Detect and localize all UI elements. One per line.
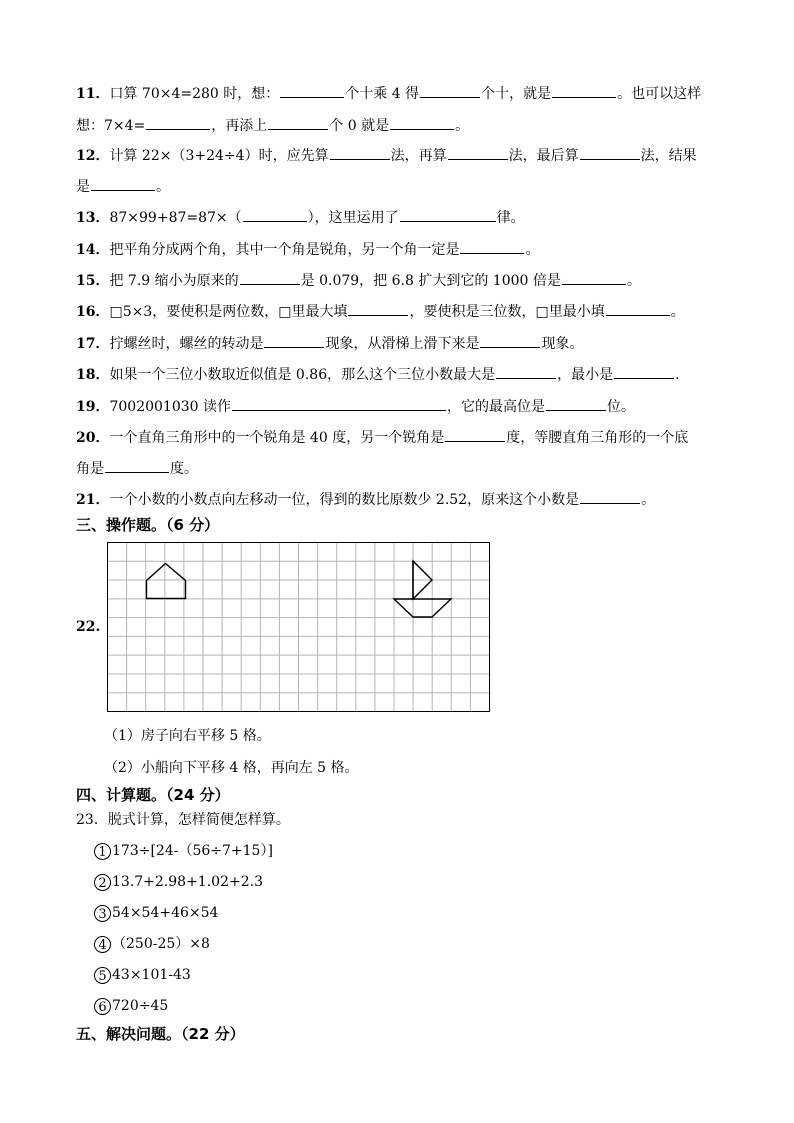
question-text: ，它的最高位是 <box>447 399 546 415</box>
question-text: 现象。 <box>541 336 584 352</box>
question-20 <box>76 427 688 448</box>
question-text: 角是 <box>76 461 104 477</box>
question-text: 法，再算 <box>390 148 447 164</box>
circled-number: 2 <box>94 874 111 891</box>
answer-blank[interactable] <box>496 364 556 379</box>
question-number: 19． <box>76 399 110 415</box>
calc-expression: 720÷45 <box>112 998 169 1014</box>
question-11 <box>76 83 701 104</box>
question-number: 12． <box>76 148 110 164</box>
question-text: 把 7.9 缩小为原来的 <box>109 273 239 289</box>
answer-blank[interactable] <box>448 145 508 160</box>
calc-item <box>94 934 210 954</box>
question-text: □5×3，要使积是两位数，□里最大填 <box>109 304 348 320</box>
question-text: 个十，就是 <box>481 86 552 102</box>
question-text: 口算 70×4=280 时，想： <box>109 86 280 102</box>
answer-blank[interactable] <box>606 301 670 316</box>
question-21 <box>76 489 655 510</box>
question-23-title <box>76 810 290 830</box>
grid-lines <box>108 543 490 712</box>
question-text: 把平角分成两个角，其中一个角是锐角，另一个角一定是 <box>109 242 460 258</box>
answer-blank[interactable] <box>562 270 626 285</box>
q22-instruction-1: （1）房子向右平移 5 格。 <box>104 728 271 744</box>
circled-number: 5 <box>94 967 111 984</box>
question-number: 14． <box>76 242 110 258</box>
question-text: 个十乘 4 得 <box>345 86 420 102</box>
question-text: ，最小是 <box>557 367 614 383</box>
question-22-number: 22. <box>76 619 101 635</box>
answer-blank[interactable] <box>546 396 606 411</box>
question-text: . <box>675 367 680 383</box>
question-19 <box>76 396 635 417</box>
question-number: 16． <box>76 304 110 320</box>
question-text: 拧螺丝时，螺丝的转动是 <box>109 336 264 352</box>
question-number: 13． <box>76 210 110 226</box>
answer-blank[interactable] <box>243 207 307 222</box>
boat-hull <box>394 599 451 617</box>
question-18 <box>76 364 680 385</box>
section-heading-4: 四、计算题。（24 分） <box>76 786 230 804</box>
answer-blank[interactable] <box>268 115 328 130</box>
question-text: ，再添上 <box>211 118 268 134</box>
circled-number: 4 <box>94 936 111 953</box>
question-text: 。 <box>670 304 685 320</box>
answer-blank[interactable] <box>400 207 496 222</box>
answer-blank[interactable] <box>264 333 324 348</box>
question-17 <box>76 333 583 354</box>
question-number: 11． <box>76 86 110 102</box>
answer-blank[interactable] <box>460 239 524 254</box>
question-text: 。也可以这样 <box>617 86 702 102</box>
question-text: 。 <box>156 179 170 195</box>
question-12-cont <box>76 176 170 197</box>
answer-blank[interactable] <box>390 115 454 130</box>
question-text: 是 0.079，把 6.8 扩大到它的 1000 倍是 <box>300 273 561 289</box>
boat-shape[interactable] <box>394 561 451 617</box>
question-text: 计算 22×（3+24÷4）时，应先算 <box>109 148 329 164</box>
question-text: 位。 <box>607 399 636 415</box>
question-text: 度，等腰直角三角形的一个底 <box>506 430 689 446</box>
calc-expression: 43×101-43 <box>112 967 191 983</box>
question-text: 。 <box>455 118 470 134</box>
question-text: 。 <box>525 242 540 258</box>
question-20-cont <box>76 458 198 479</box>
calc-expression: 54×54+46×54 <box>112 905 219 921</box>
answer-blank[interactable] <box>580 145 640 160</box>
answer-blank[interactable] <box>280 83 344 98</box>
question-text: 一个直角三角形中的一个锐角是 40 度，另一个锐角是 <box>109 430 445 446</box>
answer-blank[interactable] <box>330 145 390 160</box>
question-text: 7002001030 读作 <box>109 399 232 415</box>
question-11-cont <box>76 115 469 136</box>
question-text: 现象，从滑梯上滑下来是 <box>325 336 480 352</box>
question-text: 法，最后算 <box>508 148 579 164</box>
answer-blank[interactable] <box>232 396 446 411</box>
answer-blank[interactable] <box>240 270 300 285</box>
answer-blank[interactable] <box>91 176 155 191</box>
question-text: 87×99+87=87×（ <box>109 210 242 226</box>
question-text: 一个小数的小数点向左移动一位，得到的数比原数少 2.52，原来这个小数是 <box>109 492 580 508</box>
house-shape[interactable] <box>147 564 186 599</box>
question-text: 律。 <box>496 210 525 226</box>
question-text: 如果一个三位小数取近似值是 0.86，那么这个三位小数最大是 <box>109 367 496 383</box>
calc-expression: 173÷[24-（56÷7+15）] <box>112 843 273 859</box>
calc-expression: （250-25）×8 <box>112 936 210 952</box>
calc-item <box>94 903 218 923</box>
answer-blank[interactable] <box>146 115 210 130</box>
question-text: 法，结果 <box>640 148 697 164</box>
question-number: 18． <box>76 367 110 383</box>
question-text: 。 <box>641 492 656 508</box>
calc-item <box>94 965 191 985</box>
answer-blank[interactable] <box>105 458 169 473</box>
answer-blank[interactable] <box>348 301 408 316</box>
question-text: 。 <box>626 273 641 289</box>
translation-grid <box>107 542 491 718</box>
question-number: 17． <box>76 336 110 352</box>
question-text: 想：7×4= <box>76 118 146 134</box>
circled-number: 6 <box>94 998 111 1015</box>
circled-number: 1 <box>94 843 111 860</box>
question-text: 是 <box>76 179 90 195</box>
question-15 <box>76 270 641 291</box>
question-16 <box>76 301 685 322</box>
answer-blank[interactable] <box>580 489 640 504</box>
section-heading-5: 五、解决问题。（22 分） <box>76 1025 245 1043</box>
circled-number: 3 <box>94 905 111 922</box>
question-text: ，要使积是三位数，□里最小填 <box>409 304 605 320</box>
question-number: 15． <box>76 273 110 289</box>
question-text: 23．脱式计算，怎样简便怎样算。 <box>76 812 290 828</box>
grid-svg <box>107 542 491 714</box>
question-14 <box>76 239 539 260</box>
calc-item <box>94 841 273 861</box>
answer-blank[interactable] <box>552 83 616 98</box>
answer-blank[interactable] <box>420 83 480 98</box>
answer-blank[interactable] <box>480 333 540 348</box>
question-number: 21． <box>76 492 110 508</box>
section-heading-3: 三、操作题。（6 分） <box>76 516 220 534</box>
question-number: 20． <box>76 430 110 446</box>
question-text: 度。 <box>170 461 198 477</box>
calc-item <box>94 872 263 892</box>
question-text: 个 0 就是 <box>329 118 390 134</box>
answer-blank[interactable] <box>445 427 505 442</box>
question-12 <box>76 145 697 166</box>
calc-expression: 13.7+2.98+1.02+2.3 <box>112 874 263 890</box>
q22-instruction-2: （2）小船向下平移 4 格，再向左 5 格。 <box>104 760 359 776</box>
calc-item <box>94 996 168 1016</box>
answer-blank[interactable] <box>614 364 674 379</box>
question-text: ），这里运用了 <box>307 210 399 226</box>
question-13 <box>76 207 525 228</box>
